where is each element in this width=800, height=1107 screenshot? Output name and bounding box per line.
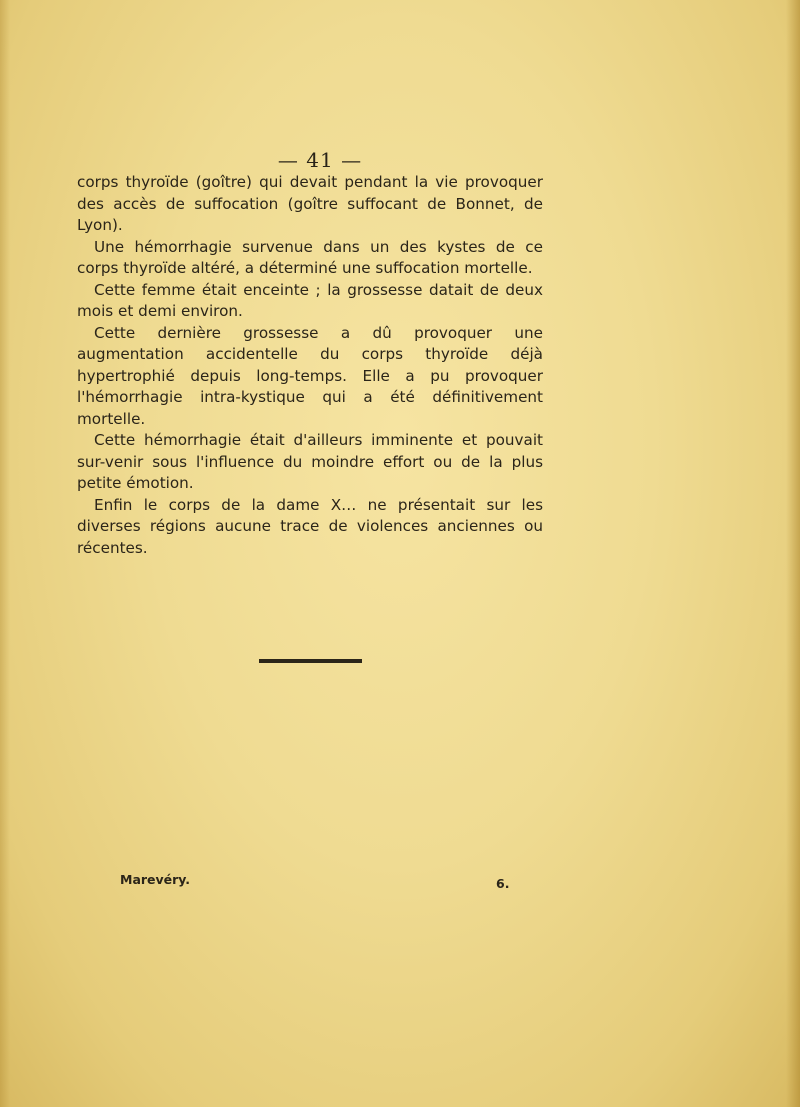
page-edge-right [786, 0, 800, 1107]
paragraph-6: Enfin le corps de la dame X… ne présentait sur les diverses régions aucune trace de violences anciennes ou récentes. [77, 495, 543, 557]
page-number: — 41 — [277, 148, 363, 172]
end-rule [259, 659, 362, 663]
body-text [77, 172, 543, 559]
paragraph-2: Une hémorrhagie survenue dans un des kystes de ce corps thyroïde altéré, a déterminé une suffocation mortelle. [77, 237, 543, 277]
paragraph-3: Cette femme était enceinte ; la grossesse datait de deux mois et demi environ. [77, 280, 543, 320]
paragraph-1: corps thyroïde (goître) qui devait pendant la vie provoquer des accès de suffocation (goître suffocant de Bonnet, de Lyon). [77, 173, 543, 234]
footer-author: Marevéry. [120, 872, 191, 887]
footer-signature-mark: 6. [496, 876, 510, 891]
paragraph-4: Cette dernière grossesse a dû provoquer une augmentation accidentelle du corps thyroïde déjà hypertrophié depuis long-temps. Elle a pu provoquer l'hémorrhagie intra-kystique qui a été définitivement mortelle. [77, 323, 543, 428]
paragraph-5: Cette hémorrhagie était d'ailleurs imminente et pouvait sur-venir sous l'influence du moindre effort ou de la plus petite émotion. [77, 431, 543, 492]
